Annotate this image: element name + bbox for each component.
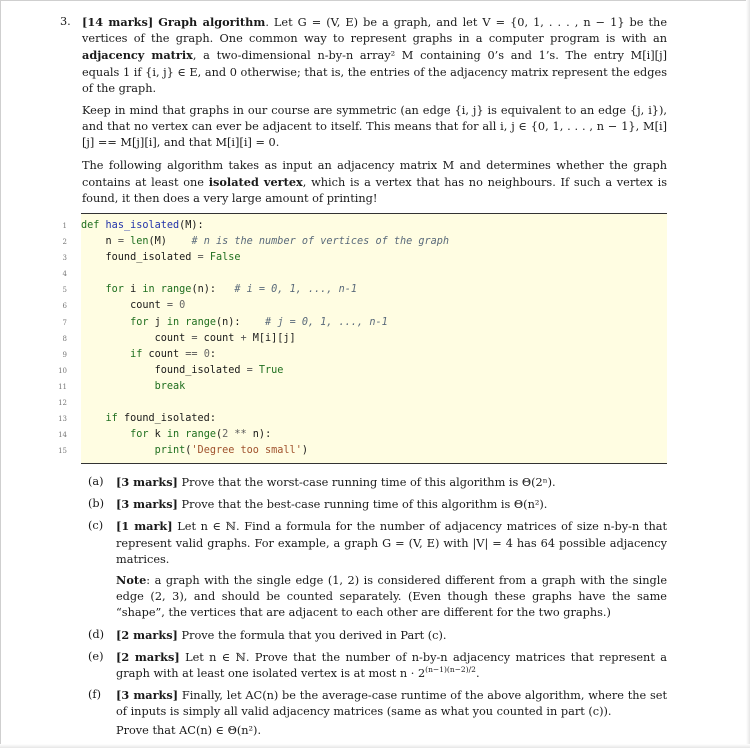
part-f-conclusion: Prove that AC(n) ∈ Θ(n²).	[116, 723, 262, 737]
code-line-7	[62, 315, 667, 331]
code-comment: # j = 0, 1, ..., n-1	[265, 316, 388, 328]
code-text: (n):	[215, 316, 266, 328]
code-comment: # i = 0, 1, ..., n-1	[234, 284, 358, 296]
line-number: 11	[58, 382, 67, 391]
code-text: count	[197, 332, 241, 344]
builtin: range	[185, 428, 216, 440]
algorithm-paragraph	[82, 158, 667, 208]
code-text: j	[148, 316, 167, 328]
code-line-11	[58, 379, 667, 395]
code-text: (	[215, 428, 223, 440]
line-number: 13	[58, 414, 67, 423]
part-text: Let n ∈ ℕ. Prove that the number of n-by-n adjacency matrices that represent a graph with at least one isolated vertex is at most n · 2	[116, 650, 667, 680]
code-text: (	[185, 444, 192, 456]
isolated-vertex-term: isolated vertex	[208, 174, 303, 189]
line-number: 14	[58, 430, 67, 439]
operator: =	[117, 236, 124, 248]
part-marks: [3 marks]	[116, 497, 178, 512]
keyword: if	[81, 412, 118, 424]
page-shadow-bottom	[0, 744, 750, 748]
code-text: (n):	[191, 284, 235, 296]
part-label: (a)	[88, 474, 104, 488]
part-label: (e)	[88, 649, 104, 663]
code-line-2	[62, 234, 667, 250]
code-text: (M)	[148, 236, 192, 248]
code-text: count	[142, 348, 186, 360]
part-f	[88, 687, 667, 739]
code-text: k	[148, 428, 167, 440]
keyword: for	[81, 284, 124, 296]
part-c	[88, 518, 667, 621]
exponent: (n−1)(n−2)/2	[425, 665, 476, 675]
number-literal: 0	[197, 348, 210, 360]
code-text: i	[123, 284, 143, 296]
code-line-8	[62, 331, 667, 347]
part-text: Prove that the worst-case running time of this algorithm is Θ(2ⁿ).	[177, 475, 556, 489]
question-number: 3.	[60, 15, 71, 28]
code-line-1	[62, 218, 667, 234]
code-line-3	[62, 250, 667, 266]
code-text: found_isolated	[81, 252, 198, 264]
code-text: found_isolated:	[117, 412, 216, 424]
code-line-4	[62, 266, 667, 282]
number-literal: 2	[222, 428, 229, 440]
code-text: (M):	[179, 220, 204, 232]
adjacency-matrix-term: adjacency matrix	[82, 48, 193, 63]
keyword: print	[154, 444, 186, 456]
line-number: 12	[58, 398, 67, 407]
keyword: in	[166, 316, 180, 328]
question-document	[58, 14, 668, 744]
part-marks: [2 marks]	[116, 627, 178, 642]
line-number: 7	[62, 318, 67, 327]
line-number: 6	[62, 302, 67, 311]
builtin: len	[130, 236, 149, 248]
function-name: has_isolated	[105, 220, 180, 232]
part-e	[88, 649, 667, 682]
subquestions	[88, 474, 667, 739]
line-number: 9	[62, 350, 67, 359]
part-b	[88, 496, 667, 513]
code-line-6	[62, 298, 667, 314]
code-text: count	[81, 332, 192, 344]
code-text: count	[81, 300, 167, 312]
part-label: (b)	[88, 497, 105, 511]
operator: +	[240, 332, 247, 344]
line-number: 4	[62, 270, 67, 279]
algorithm-text-1: The following algorithm takes as input an adjacency matrix M and determines whether the graph contains at least one	[82, 158, 667, 189]
keyword: in	[166, 428, 180, 440]
intro-text-2: , a two-dimensional n-by-n array² M containing 0’s and 1’s. The entry M[i][j] equals 1 if {i, j} ∈ E, and 0 otherwise; that is, the entries of the adjacency matrix represent the edges of the graph.	[82, 49, 667, 95]
line-number: 5	[62, 286, 67, 295]
operator: =	[197, 252, 204, 264]
intro-paragraph	[82, 14, 667, 97]
operator: ==	[185, 348, 198, 360]
part-label: (f)	[88, 688, 101, 702]
intro-text-1: . Let G = (V, E) be a graph, and let V = {0, 1, . . . , n − 1} be the vertices of the graph. One common way to represent graphs in a computer program is with an	[82, 16, 668, 46]
question-title: Graph algorithm	[158, 15, 266, 29]
code-text: :	[209, 348, 216, 360]
number-literal: 0	[173, 300, 186, 312]
keyword: for	[81, 316, 149, 328]
code-text: M[i][j]	[246, 332, 296, 344]
operator: =	[191, 332, 198, 344]
code-line-10	[58, 363, 667, 379]
builtin: range	[185, 316, 216, 328]
code-comment: # n is the number of vertices of the graph	[191, 236, 450, 248]
operator: =	[166, 300, 174, 312]
keyword: False	[209, 252, 241, 264]
symmetric-paragraph: Keep in mind that graphs in our course are symmetric (an edge {i, j} is equivalent to an edge {j, i}), and that no vertex can ever be adjacent to itself. This means that for all i, j ∈ {0, 1, . . . , n − 1}, M[i][j] == M[j][i], and that M[i][i] = 0.	[82, 104, 667, 150]
code-text: )	[301, 444, 308, 456]
operator: =	[246, 364, 253, 376]
keyword: def	[81, 220, 100, 232]
page-shadow-right	[746, 0, 750, 748]
keyword: True	[258, 364, 284, 376]
operator: **	[228, 428, 253, 440]
part-marks: [3 marks]	[116, 688, 179, 703]
line-number: 10	[58, 366, 67, 375]
note-label: Note	[116, 572, 147, 587]
line-number: 2	[62, 238, 67, 247]
part-a	[88, 474, 667, 491]
part-text: Prove that the best-case running time of this algorithm is Θ(n²).	[177, 498, 548, 512]
keyword: for	[81, 428, 149, 440]
line-number: 8	[62, 334, 67, 343]
string-literal: 'Degree too small'	[191, 444, 302, 456]
part-text-tail: .	[475, 666, 480, 680]
keyword: if	[81, 348, 143, 360]
line-number: 1	[62, 222, 67, 231]
code-line-5	[62, 282, 667, 298]
keyword: in	[142, 284, 155, 296]
line-number: 3	[62, 254, 67, 263]
note-text: : a graph with the single edge (1, 2) is considered different from a graph with the single edge (2, 3), and should be counted separately. (Even though these graphs have the same “shape”, the vertices that are adjacent to each other are different for the two graphs.)	[116, 573, 667, 620]
code-text: n):	[252, 428, 272, 440]
keyword: break	[81, 380, 186, 392]
code-line-13	[58, 411, 667, 427]
code-line-9	[62, 347, 667, 363]
code-line-12	[58, 395, 667, 411]
part-text: Prove the formula that you derived in Part (c).	[177, 628, 447, 642]
code-text: found_isolated	[81, 364, 247, 376]
part-label: (c)	[88, 519, 104, 533]
question-marks: [14 marks]	[82, 15, 154, 29]
code-text	[81, 445, 155, 456]
code-line-15	[58, 443, 667, 459]
code-text: n	[81, 236, 118, 248]
part-label: (d)	[88, 627, 105, 641]
part-marks: [2 marks]	[116, 649, 180, 664]
part-marks: [3 marks]	[116, 474, 178, 489]
part-marks: [1 mark]	[116, 519, 173, 534]
algorithm-text-2: , which is a vertex that has no neighbours. If such a vertex is found, it then does a very large amount of printing!	[82, 175, 667, 206]
part-text: Finally, let AC(n) be the average-case runtime of the above algorithm, where the set of inputs is simply all valid adjacency matrices (same as what you counted in part (c)).	[116, 689, 667, 719]
part-text: Let n ∈ ℕ. Find a formula for the number of adjacency matrices of size n-by-n that represent valid graphs. For example, a graph G = (V, E) with |V| = 4 has 64 possible adjacency matrices.	[116, 520, 667, 566]
line-number: 15	[58, 446, 67, 455]
part-d	[88, 627, 667, 644]
code-line-14	[58, 427, 667, 443]
code-listing	[58, 213, 667, 464]
builtin: range	[160, 284, 192, 296]
part-c-note	[116, 572, 667, 622]
